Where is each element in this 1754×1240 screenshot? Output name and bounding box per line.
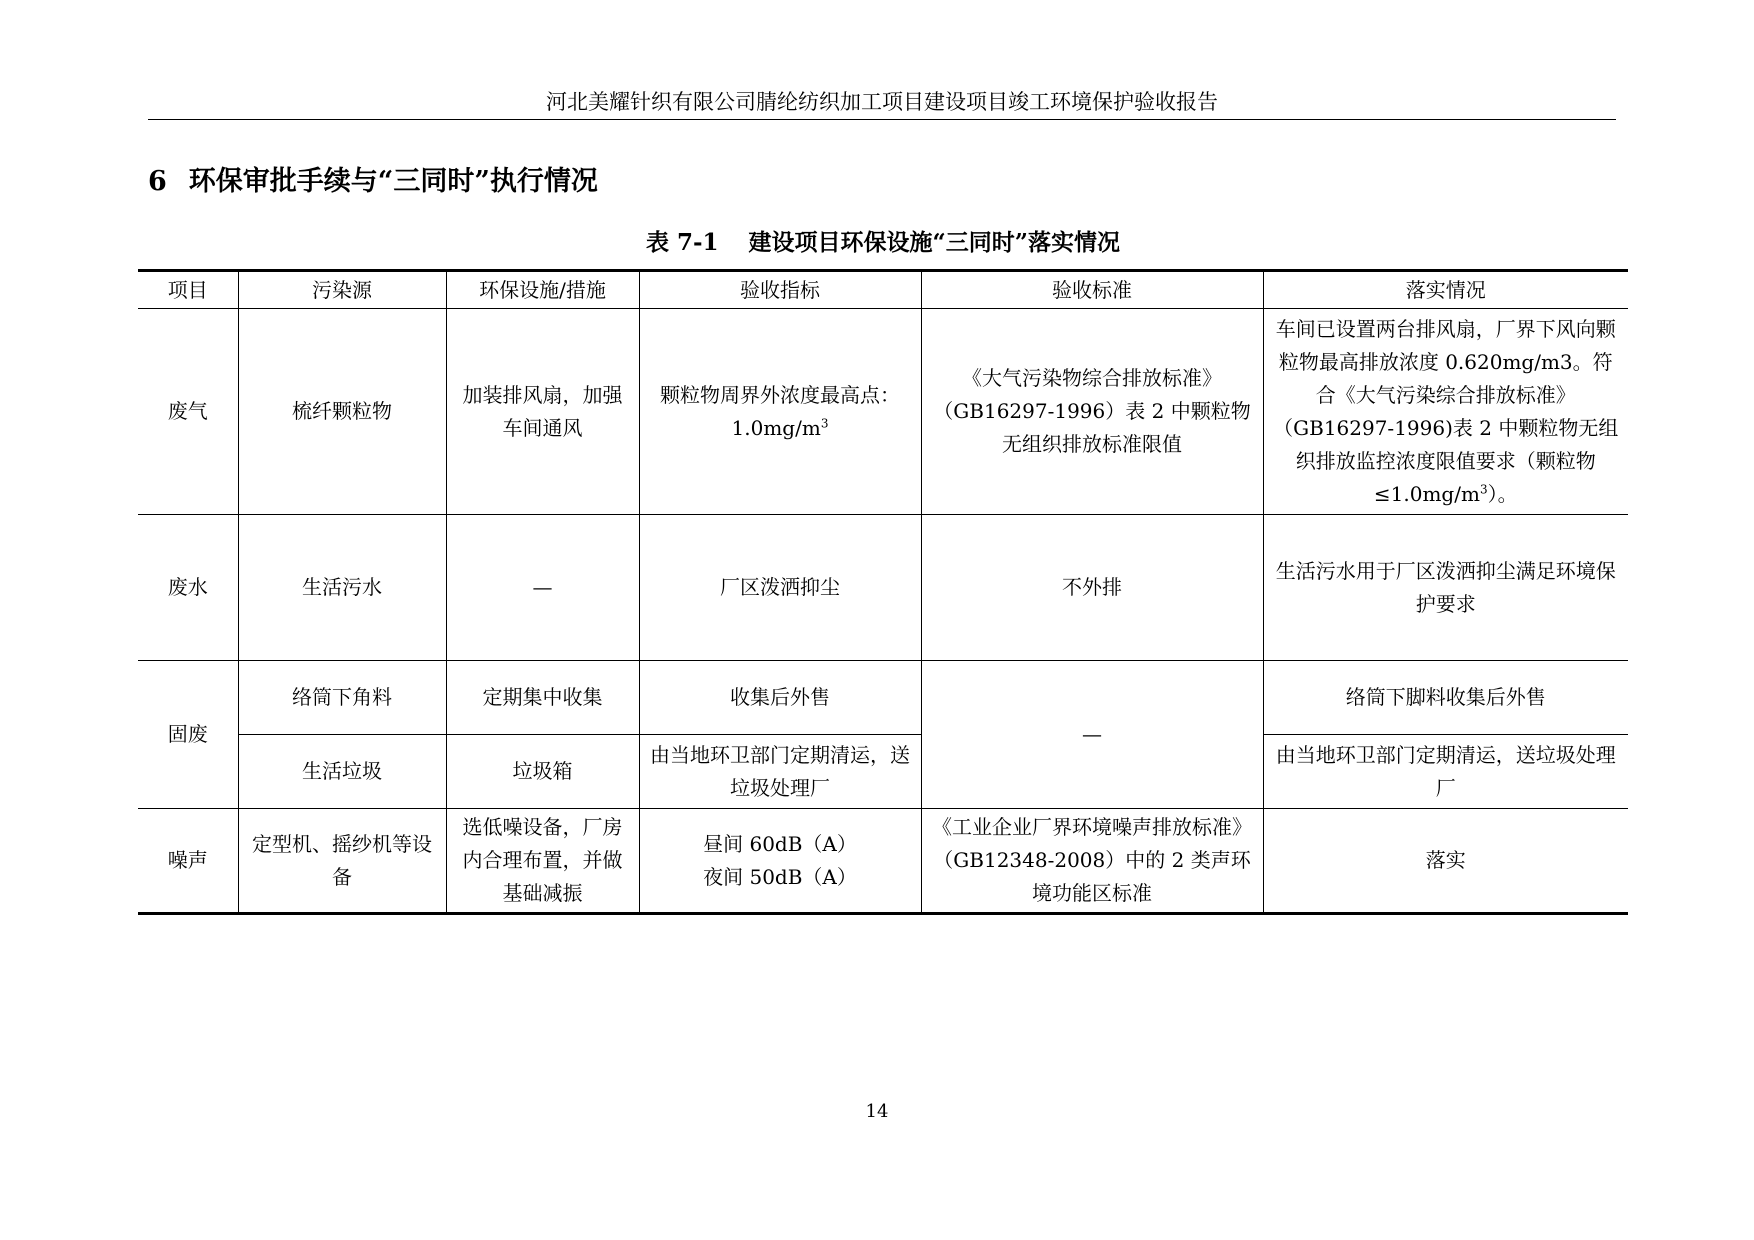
status-text-suffix: ）。 <box>1487 481 1518 506</box>
status-cell: 落实 <box>1263 809 1628 914</box>
header-cell-indicator: 验收指标 <box>639 271 921 309</box>
table-caption <box>138 226 1628 260</box>
header-cell-standard: 验收标准 <box>921 271 1263 309</box>
indicator-cell <box>639 309 921 515</box>
header-cell-measure: 环保设施/措施 <box>446 271 639 309</box>
table-row-noise <box>138 809 1628 914</box>
indicator-cell: 厂区泼洒抑尘 <box>639 515 921 661</box>
standard-cell: 不外排 <box>921 515 1263 661</box>
table-row-solid-waste-2 <box>138 735 1628 809</box>
status-text-line2: 符合《大气污染综合排放标准》（GB16297-1996)表 2 中颗粒物无组织排放监控浓度限值要求（颗粒物≤1.0mg/m <box>1273 349 1619 506</box>
source-cell: 定型机、摇纱机等设备 <box>238 809 446 914</box>
header-cell-status: 落实情况 <box>1263 271 1628 309</box>
measure-cell: 垃圾箱 <box>446 735 639 809</box>
table-caption-number: 表 7-1 <box>645 229 719 256</box>
standard-cell: 《工业企业厂界环境噪声排放标准》（GB12348-2008）中的 2 类声环境功能区标准 <box>921 809 1263 914</box>
standard-cell: 《大气污染物综合排放标准》（GB16297-1996）表 2 中颗粒物无组织排放标准限值 <box>921 309 1263 515</box>
indicator-superscript: 3 <box>820 415 829 430</box>
indicator-cell: 收集后外售 <box>639 661 921 735</box>
category-cell: 废水 <box>138 515 238 661</box>
table-row-solid-waste-1 <box>138 661 1628 735</box>
status-superscript: 3 <box>1479 481 1488 496</box>
indicator-night: 夜间 50dB（A） <box>703 864 857 889</box>
section-number: 6 <box>148 166 167 197</box>
document-header: 河北美耀针织有限公司腈纶纺织加工项目建设项目竣工环境保护验收报告 <box>546 90 1218 114</box>
section-title-text: 环保审批手续与“三同时”执行情况 <box>188 166 598 197</box>
source-cell: 络筒下角料 <box>238 661 446 735</box>
header-cell-category: 项目 <box>138 271 238 309</box>
indicator-cell <box>639 809 921 914</box>
indicator-text: 颗粒物周界外浓度最高点：1.0mg/m <box>660 382 900 440</box>
page-number: 14 <box>865 1101 889 1122</box>
source-cell: 生活垃圾 <box>238 735 446 809</box>
table-header-row <box>138 271 1628 309</box>
status-cell <box>1263 309 1628 515</box>
category-cell: 噪声 <box>138 809 238 914</box>
three-simultaneous-table <box>138 269 1628 915</box>
indicator-day: 昼间 60dB（A） <box>703 831 857 856</box>
section-title <box>148 162 598 202</box>
status-cell: 生活污水用于厂区泼洒抑尘满足环境保护要求 <box>1263 515 1628 661</box>
status-cell: 由当地环卫部门定期清运，送垃圾处理厂 <box>1263 735 1628 809</box>
source-cell: 生活污水 <box>238 515 446 661</box>
measure-cell: 定期集中收集 <box>446 661 639 735</box>
table-row-waste-gas <box>138 309 1628 515</box>
header-cell-source: 污染源 <box>238 271 446 309</box>
category-cell: 废气 <box>138 309 238 515</box>
source-cell: 梳纤颗粒物 <box>238 309 446 515</box>
category-cell: 固废 <box>138 661 238 809</box>
measure-cell: 加装排风扇，加强车间通风 <box>446 309 639 515</box>
table-row-waste-water <box>138 515 1628 661</box>
header-rule <box>148 119 1616 120</box>
status-cell: 络筒下脚料收集后外售 <box>1263 661 1628 735</box>
table-caption-title: 建设项目环保设施“三同时”落实情况 <box>748 229 1121 256</box>
standard-cell: — <box>921 661 1263 809</box>
measure-cell: — <box>446 515 639 661</box>
indicator-cell: 由当地环卫部门定期清运，送垃圾处理厂 <box>639 735 921 809</box>
status-text-line1: 车间已设置两台排风扇，厂界下风向颗粒物最高排放浓度 0.620mg/m3。 <box>1275 316 1616 374</box>
measure-cell: 选低噪设备，厂房内合理布置，并做基础减振 <box>446 809 639 914</box>
